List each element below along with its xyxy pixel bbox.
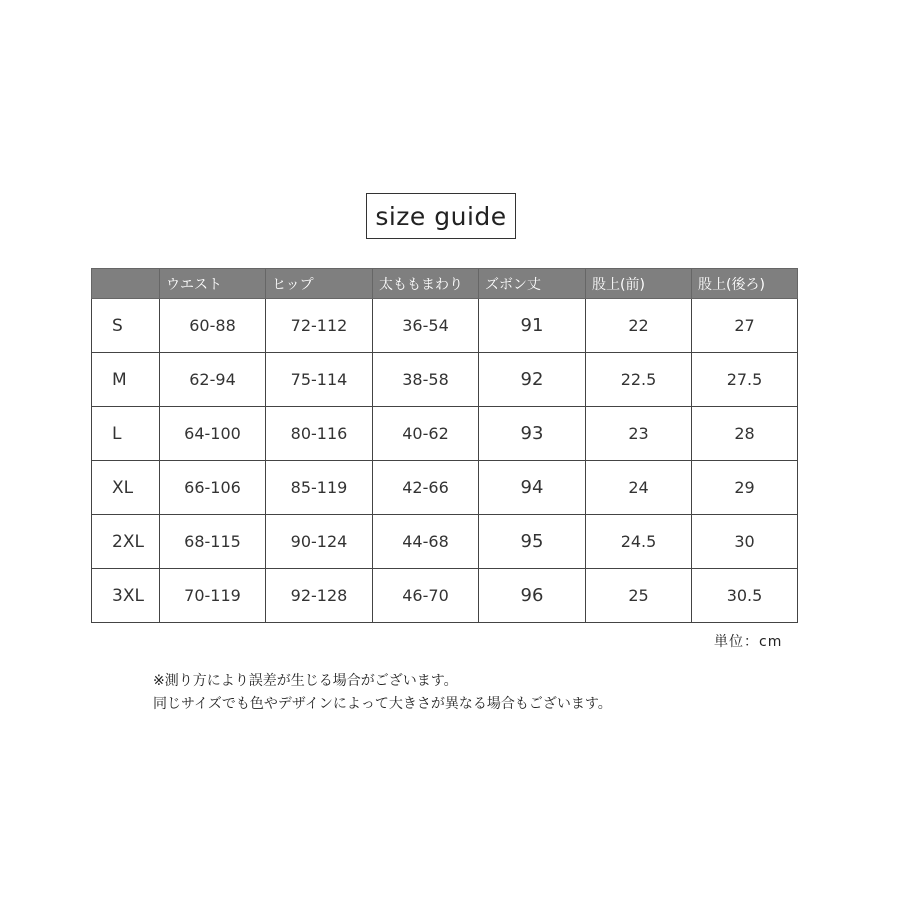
size-cell: 2XL — [92, 515, 160, 569]
back-rise-cell: 27.5 — [692, 353, 798, 407]
hip-cell: 90-124 — [266, 515, 373, 569]
size-cell: 3XL — [92, 569, 160, 623]
pants-length-cell: 93 — [479, 407, 586, 461]
hip-cell: 72-112 — [266, 299, 373, 353]
thigh-cell: 36-54 — [373, 299, 479, 353]
back-rise-cell: 27 — [692, 299, 798, 353]
header-waist: ウエスト — [160, 269, 266, 299]
variation-note: 同じサイズでも色やデザインによって大きさが異なる場合もございます。 — [153, 696, 612, 712]
size-table — [91, 268, 798, 623]
thigh-cell: 38-58 — [373, 353, 479, 407]
thigh-cell: 46-70 — [373, 569, 479, 623]
thigh-cell: 42-66 — [373, 461, 479, 515]
hip-cell: 92-128 — [266, 569, 373, 623]
table-row — [92, 569, 798, 623]
hip-cell: 75-114 — [266, 353, 373, 407]
thigh-cell: 44-68 — [373, 515, 479, 569]
size-cell: L — [92, 407, 160, 461]
table-row — [92, 461, 798, 515]
pants-length-cell: 94 — [479, 461, 586, 515]
size-cell: S — [92, 299, 160, 353]
front-rise-cell: 25 — [586, 569, 692, 623]
table-row — [92, 515, 798, 569]
size-cell: M — [92, 353, 160, 407]
waist-cell: 66-106 — [160, 461, 266, 515]
thigh-cell: 40-62 — [373, 407, 479, 461]
header-front-rise: 股上(前) — [586, 269, 692, 299]
waist-cell: 64-100 — [160, 407, 266, 461]
unit-label: 単位：cm — [714, 634, 783, 650]
size-guide-title: size guide — [366, 193, 516, 239]
table-row — [92, 407, 798, 461]
pants-length-cell: 95 — [479, 515, 586, 569]
hip-cell: 80-116 — [266, 407, 373, 461]
measurement-note: ※測り方により誤差が生じる場合がございます。 — [153, 673, 458, 689]
header-corner — [92, 269, 160, 299]
waist-cell: 62-94 — [160, 353, 266, 407]
waist-cell: 60-88 — [160, 299, 266, 353]
table-row — [92, 353, 798, 407]
header-hip: ヒップ — [266, 269, 373, 299]
waist-cell: 68-115 — [160, 515, 266, 569]
pants-length-cell: 92 — [479, 353, 586, 407]
front-rise-cell: 24 — [586, 461, 692, 515]
back-rise-cell: 29 — [692, 461, 798, 515]
header-back-rise: 股上(後ろ) — [692, 269, 798, 299]
waist-cell: 70-119 — [160, 569, 266, 623]
header-thigh: 太ももまわり — [373, 269, 479, 299]
header-pants-length: ズボン丈 — [479, 269, 586, 299]
back-rise-cell: 30 — [692, 515, 798, 569]
table-row — [92, 299, 798, 353]
front-rise-cell: 24.5 — [586, 515, 692, 569]
front-rise-cell: 23 — [586, 407, 692, 461]
pants-length-cell: 96 — [479, 569, 586, 623]
table-header-row — [92, 269, 798, 299]
size-cell: XL — [92, 461, 160, 515]
front-rise-cell: 22 — [586, 299, 692, 353]
hip-cell: 85-119 — [266, 461, 373, 515]
back-rise-cell: 28 — [692, 407, 798, 461]
front-rise-cell: 22.5 — [586, 353, 692, 407]
pants-length-cell: 91 — [479, 299, 586, 353]
back-rise-cell: 30.5 — [692, 569, 798, 623]
